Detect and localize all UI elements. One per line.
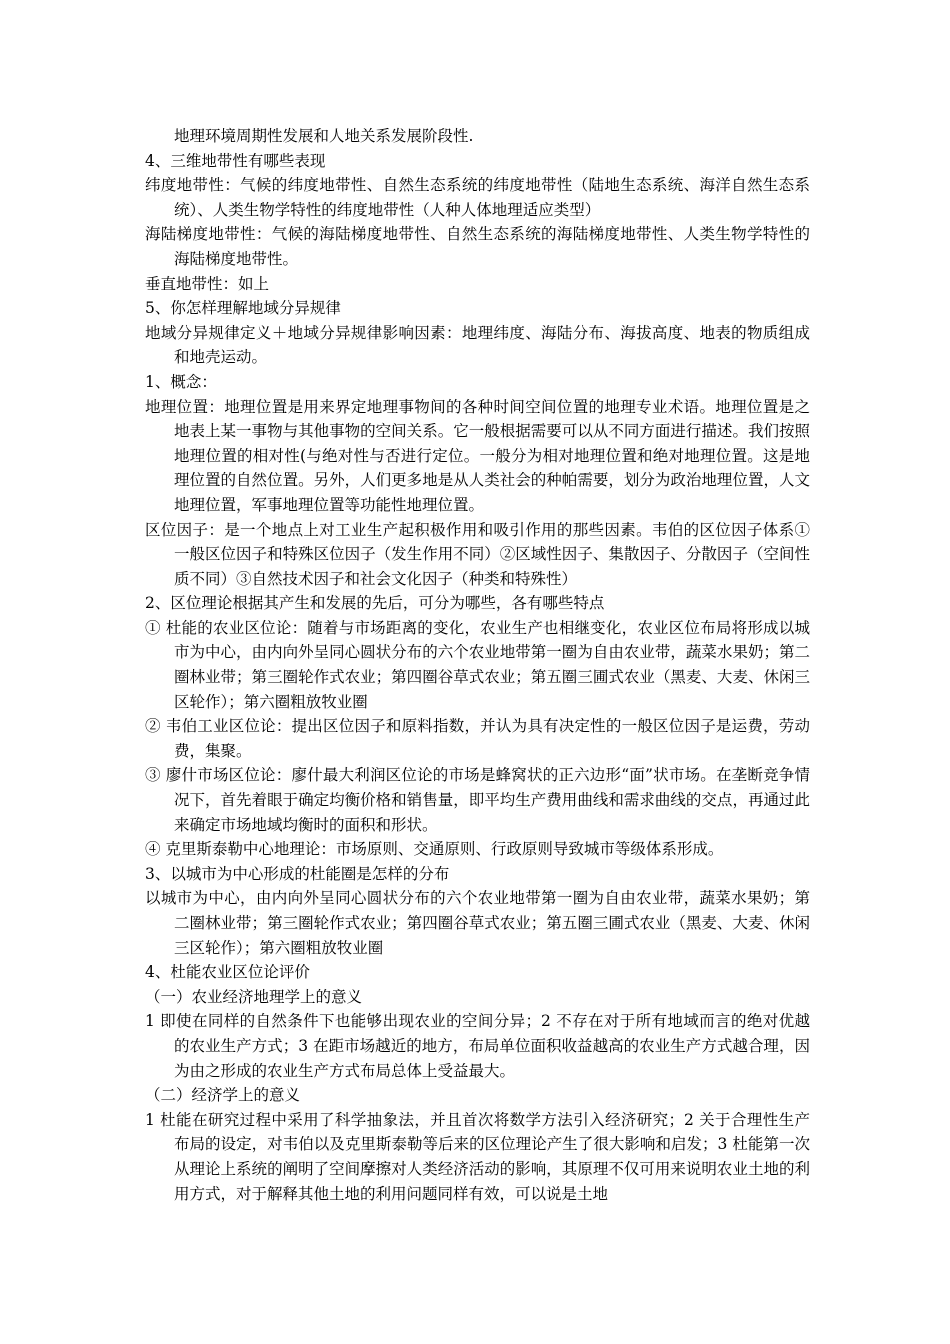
list-item-thunen: ① 杜能的农业区位论：随着与市场距离的变化，农业生产也相继变化，农业区位布局将形成以城市为中心，由内向外呈同心圆状分布的六个农业地带第一圈为自由农业带，蔬菜水果奶；第二圈林业带；第三圈轮作式农业；第四圈谷草式农业；第五圈三圃式农业（黑麦、大麦、休闲三区轮作）；第六圈粗放牧业圈 [145, 618, 810, 711]
section-heading-location-theories: 2、区位理论根据其产生和发展的先后，可分为哪些，各有哪些特点 [145, 594, 605, 613]
question-heading-5-differentiation: 5、你怎样理解地域分异规律 [145, 299, 341, 318]
section-heading-thunen-evaluation: 4、杜能农业区位论评价 [145, 963, 310, 982]
list-item-losch: ③ 廖什市场区位论：廖什最大利润区位论的市场是蜂窝状的正六边形“面”状市场。在垄断竞争情况下，首先着眼于确定均衡价格和销售量，即平均生产费用曲线和需求曲线的交点，再通过此来确定市场地域均衡时的面积和形状。 [145, 766, 810, 834]
paragraph-geographic-location: 地理位置：地理位置是用来界定地理事物间的各种时间空间位置的地理专业术语。地理位置是之地表上某一事物与其他事物的空间关系。它一般根据需要可以从不同方面进行描述。我们按照地理位置的相对性(与绝对性与否进行定位。一般分为相对地理位置和绝对地理位置。这是地理位置的自然位置。另外，人们更多地是从人类社会的种帕需要，划分为政治地理位置，人文地理位置，军事地理位置等功能性地理位置。 [145, 397, 810, 514]
question-heading-4-zonality: 4、三维地带性有哪些表现 [145, 151, 326, 170]
list-item-weber: ② 韦伯工业区位论：提出区位因子和原料指数，并认为具有决定性的一般区位因子是运费，劳动费，集聚。 [145, 717, 810, 760]
paragraph-land-sea-zonality: 海陆梯度地带性：气候的海陆梯度地带性、自然生态系统的海陆梯度地带性、人类生物学特性的海陆梯度地带性。 [145, 225, 810, 268]
document-body [145, 124, 810, 1206]
paragraph-thunen-rings: 以城市为中心，由内向外呈同心圆状分布的六个农业地带第一圈为自由农业带，蔬菜水果奶；第二圈林业带；第三圈轮作式农业；第四圈谷草式农业；第五圈三圃式农业（黑麦、大麦、休闲三区轮作）；第六圈粗放牧业圈 [145, 889, 810, 957]
paragraph-continuation: 地理环境周期性发展和人地关系发展阶段性. [174, 127, 474, 145]
paragraph-differentiation-answer: 地域分异规律定义＋地域分异规律影响因素：地理纬度、海陆分布、海拔高度、地表的物质组成和地壳运动。 [145, 323, 810, 367]
subheading-agri-economic-significance: （一）农业经济地理学上的意义 [145, 987, 363, 1006]
list-item-christaller: ④ 克里斯泰勒中心地理论：市场原则、交通原则、行政原则导致城市等级体系形成。 [145, 840, 724, 859]
section-heading-thunen-rings: 3、以城市为中心形成的杜能圈是怎样的分布 [145, 864, 450, 883]
subheading-economic-significance: （二）经济学上的意义 [145, 1086, 301, 1105]
paragraph-vertical-zonality: 垂直地带性：如上 [145, 274, 270, 293]
paragraph-location-factor: 区位因子：是一个地点上对工业生产起积极作用和吸引作用的那些因素。韦伯的区位因子体系①一般区位因子和特殊区位因子（发生作用不同）②区域性因子、集散因子、分散因子（空间性质不同）③自然技术因子和社会文化因子（种类和特殊性） [145, 520, 810, 588]
paragraph-latitudinal-zonality: 纬度地带性：气候的纬度地带性、自然生态系统的纬度地带性（陆地生态系统、海洋自然生态系统）、人类生物学特性的纬度地带性（人种人体地理适应类型） [145, 176, 810, 219]
section-heading-concepts: 1、概念： [145, 372, 217, 391]
paragraph-agri-economic-significance: 1 即使在同样的自然条件下也能够出现农业的空间分异；2 不存在对于所有地域而言的绝对优越的农业生产方式；3 在距市场越近的地方，布局单位面积收益越高的农业生产方式越合理，因为由之形成的农业生产方式布局总体上受益最大。 [145, 1012, 810, 1080]
paragraph-economic-significance: 1 杜能在研究过程中采用了科学抽象法，并且首次将数学方法引入经济研究；2 关于合理性生产布局的设定，对韦伯以及克里斯泰勒等后来的区位理论产生了很大影响和启发；3 杜能第一次从理论上系统的阐明了空间摩擦对人类经济活动的影响，其原理不仅可用来说明农业土地的利用方式，对于解释其他土地的利用问题同样有效，可以说是土地 [145, 1110, 810, 1203]
